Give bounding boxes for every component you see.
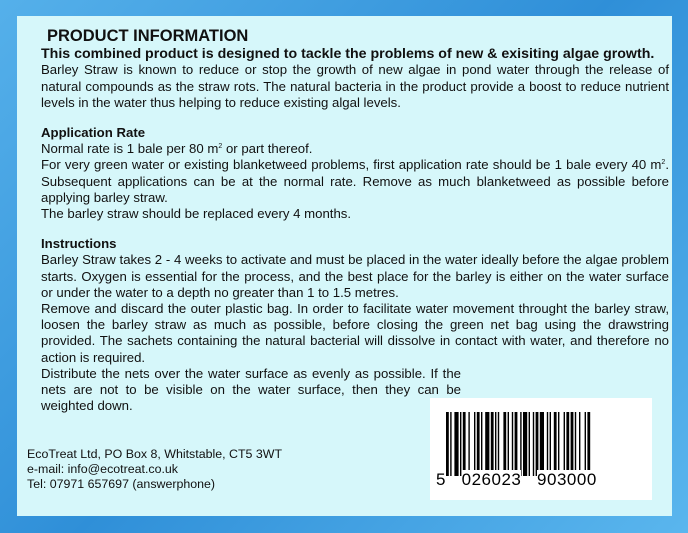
lead-text: This combined product is designed to tackle the problems of new & exisiting algae growth. — [41, 46, 655, 62]
intro-text: Barley Straw is known to reduce or stop the growth of new algae in pond water through the release of natural compounds as the straw rots. The natural bacteria in the product provide a boost to reduce nutrient levels in the water thus helping to reduce existing algal levels. — [41, 62, 669, 110]
barcode-number — [436, 470, 648, 490]
barcode-bar — [540, 412, 544, 476]
barcode-graphic — [446, 412, 638, 476]
barcode-bar — [491, 412, 494, 476]
barcode-bar — [579, 412, 580, 476]
barcode-digit-first: 5 — [436, 470, 446, 489]
barcode-bar — [571, 412, 574, 476]
barcode-bar — [520, 412, 521, 476]
barcode-bar — [460, 412, 461, 476]
barcode-bar — [554, 412, 557, 476]
barcode-bar — [495, 412, 496, 476]
company-address: EcoTreat Ltd, PO Box 8, Whitstable, CT5 3WT — [27, 447, 283, 461]
barcode-bar — [536, 412, 539, 476]
barcode-bar — [512, 412, 513, 476]
barcode-bar — [508, 412, 509, 476]
barcode-bar — [498, 412, 499, 476]
barcode-bar — [450, 412, 451, 476]
superscript: 2 — [218, 143, 223, 151]
barcode-bar — [564, 412, 565, 476]
superscript: 2 — [661, 159, 666, 167]
instructions-para-2: Remove and discard the outer plastic bag. In order to facilitate water movement throught the barley straw, loosen the barley straw as much as possible, before closing the green net bag using the drawstring provided. The sachets containing the natural bacterial will dissolve in contact with water, and therefore no action is required. — [41, 301, 669, 365]
application-line-1 — [41, 141, 669, 157]
barcode-bar — [585, 412, 586, 476]
application-line-1-text: Normal rate is 1 bale per 80 m — [41, 141, 219, 157]
barcode-bar — [481, 412, 482, 476]
instructions-title: Instructions — [41, 236, 117, 252]
barcode-bar — [550, 412, 551, 476]
barcode-bars — [446, 412, 638, 476]
application-line-2 — [41, 157, 669, 206]
application-line-2-text: For very green water or existing blanketweed problems, first application rate should be 1 bale every 40 m — [41, 157, 662, 173]
barcode-group-left: 026023 — [461, 470, 522, 489]
barcode-bar — [523, 412, 527, 476]
instructions-para-1: Barley Straw takes 2 - 4 weeks to activate and must be placed in the water ideally before the algae problem starts. Oxygen is essential for the process, and the best place for the barley is either on the water surface or under the water to a depth no greater than 1 to 1.5 metres. — [41, 252, 669, 300]
content — [41, 26, 669, 414]
application-line-2-tail: . Subsequent applications can be at the normal rate. Remove as much blanketweed as possible before applying barley straw. — [41, 157, 669, 205]
barcode-bar — [468, 412, 469, 476]
barcode-bar — [533, 412, 534, 476]
barcode-group-right: 903000 — [537, 470, 597, 489]
application-line-3: The barley straw should be replaced every 4 months. — [41, 206, 352, 222]
barcode-bar — [446, 412, 449, 476]
barcode-bar — [503, 412, 506, 476]
barcode-bar — [575, 412, 576, 476]
barcode-bar — [474, 412, 475, 476]
application-line-1-tail: or part thereof. — [222, 141, 313, 157]
barcode-bar — [463, 412, 466, 476]
barcode-bar — [547, 412, 548, 476]
barcode-bar — [477, 412, 480, 476]
barcode-bar — [454, 412, 458, 476]
barcode-bar — [558, 412, 559, 476]
barcode-bar — [587, 412, 590, 476]
company-footer — [27, 447, 282, 493]
company-phone: Tel: 07971 657697 (answerphone) — [27, 477, 216, 492]
barcode — [430, 398, 652, 500]
barcode-bar — [529, 412, 530, 476]
instructions-para-3: Distribute the nets over the water surface as evenly as possible. If the nets are not to be visible on the water surface, then they can be weighted down. — [41, 365, 461, 414]
barcode-bar — [485, 412, 489, 476]
application-rate-title: Application Rate — [41, 125, 146, 141]
company-email: e-mail: info@ecotreat.co.uk — [27, 462, 179, 477]
page-title: PRODUCT INFORMATION — [47, 27, 249, 45]
barcode-bar — [515, 412, 518, 476]
barcode-bar — [566, 412, 569, 476]
